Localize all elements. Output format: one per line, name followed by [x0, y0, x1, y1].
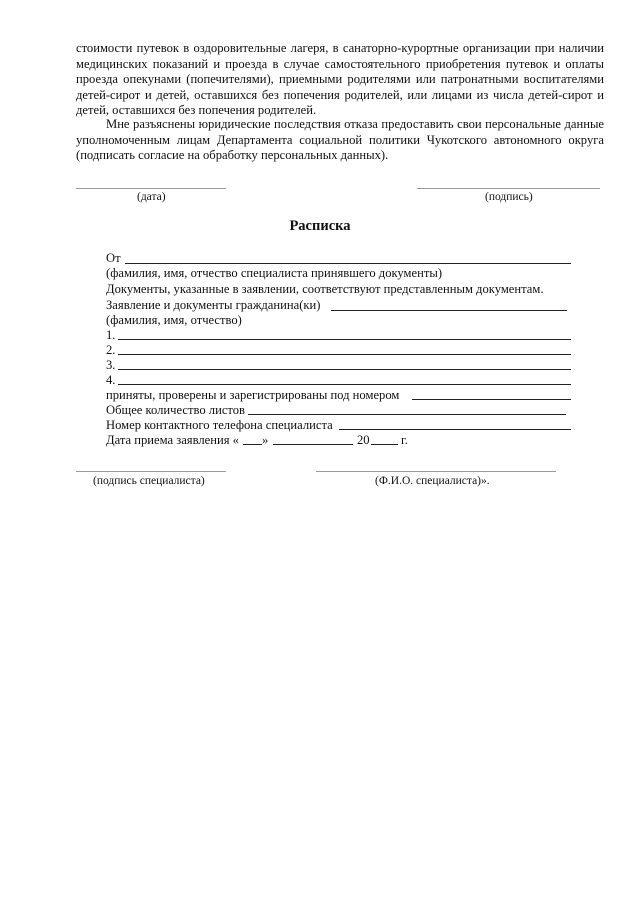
applicant-fill-line	[331, 310, 567, 311]
from-fill-line	[125, 263, 571, 264]
specialist-signature-caption: (подпись специалиста)	[93, 475, 205, 487]
specialist-signature-line	[76, 471, 226, 472]
document-item-4-line	[118, 384, 571, 385]
document-item-2: 2.	[106, 343, 116, 357]
date-received-label-end: г.	[401, 433, 408, 447]
documents-match-text: Документы, указанные в заявлении, соответствуют представленным документам.	[106, 282, 544, 296]
document-item-3-line	[118, 369, 571, 370]
signature-caption: (подпись)	[485, 191, 533, 203]
document-item-4: 4.	[106, 373, 116, 387]
document-item-1: 1.	[106, 328, 116, 342]
paragraph-consent-consequences: Мне разъяснены юридические последствия отказа предоставить свои персональные данные уполномоченным лицам Департамента социальной политики Чукотского автономного округа (подписать согласие на обработку персональных данных).	[76, 117, 604, 163]
specialist-name-caption: (Ф.И.О. специалиста)».	[375, 475, 490, 487]
document-item-3: 3.	[106, 358, 116, 372]
signature-line	[417, 188, 600, 189]
date-received-label-mid: »	[262, 433, 269, 447]
specialist-name-line	[316, 471, 556, 472]
paragraph-cost-vouchers: стоимости путевок в оздоровительные лагеря, в санаторно-курортные организации при наличии медицинских показаний и проезда в случае самостоятельного приобретения путевок и оплаты проезда опекунами (попечителями), приемными родителями или патронатными воспитателями детей-сирот и детей, оставшихся без попечения родителей, или лицами из числа детей-сирот и детей, оставшихся без попечения родителей.	[76, 41, 604, 118]
applicant-label: Заявление и документы гражданина(ки)	[106, 298, 321, 312]
date-received-label-start: Дата приема заявления «	[106, 433, 239, 447]
date-month-line	[273, 444, 353, 445]
date-year-line	[371, 444, 398, 445]
date-received-year-prefix: 20	[357, 433, 370, 447]
phone-line	[339, 429, 571, 430]
applicant-hint: (фамилия, имя, отчество)	[106, 313, 242, 327]
date-caption: (дата)	[137, 191, 166, 203]
receipt-title: Расписка	[289, 218, 351, 234]
phone-label: Номер контактного телефона специалиста	[106, 418, 333, 432]
from-hint: (фамилия, имя, отчество специалиста принявшего документы)	[106, 266, 443, 280]
document-item-2-line	[118, 354, 571, 355]
registered-number-line	[412, 399, 571, 400]
date-day-line	[243, 444, 262, 445]
date-signature-line	[76, 188, 226, 189]
registered-label: приняты, проверены и зарегистрированы под номером	[106, 388, 400, 402]
sheets-count-line	[248, 414, 566, 415]
document-item-1-line	[118, 339, 571, 340]
sheets-label: Общее количество листов	[106, 403, 245, 417]
from-label: От	[106, 251, 121, 265]
